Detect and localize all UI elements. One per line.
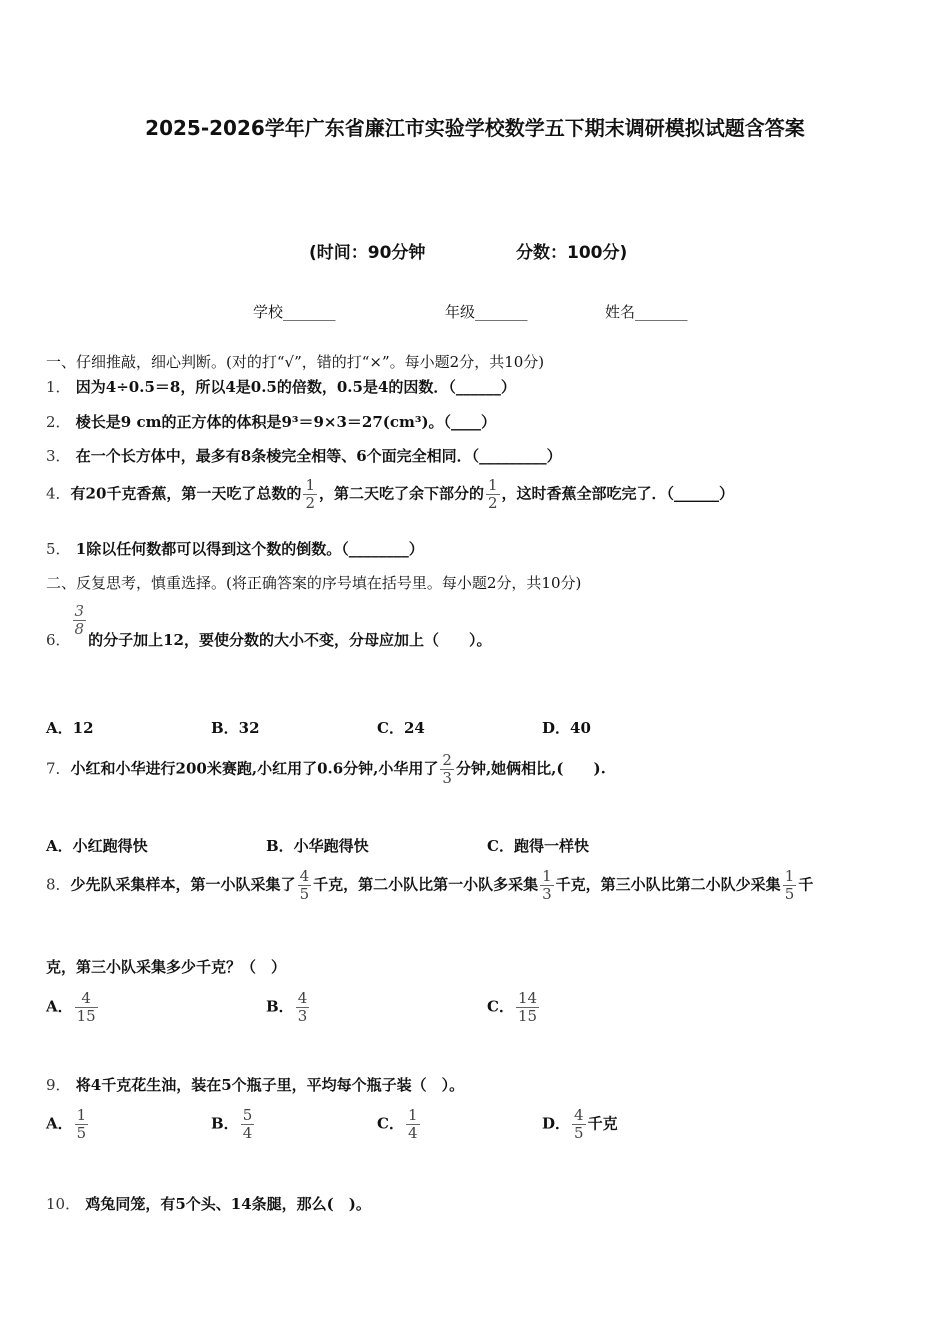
- question-text: 将4千克花生油，装在5个瓶子里，平均每个瓶子装（ ）。: [75, 1076, 465, 1094]
- question-number: 3．: [46, 447, 71, 465]
- fraction: $\frac{1}{5}$: [784, 867, 795, 903]
- question-text: ，这时香蕉全部吃完了．（______）: [501, 484, 735, 503]
- q9-option-b[interactable]: B． $\frac{5}{4}$: [211, 1106, 253, 1142]
- q8-option-a[interactable]: A． $\frac{4}{15}$: [46, 989, 96, 1025]
- question-text: 千: [798, 875, 814, 894]
- question-number: 7．: [46, 759, 71, 778]
- question-number: 8．: [46, 875, 71, 894]
- q6-option-d[interactable]: D．40: [542, 719, 591, 737]
- question-text: 鸡兔同笼，有5个头、14条腿，那么( )。: [85, 1195, 371, 1213]
- fraction: $\frac{14}{15}$: [517, 989, 538, 1025]
- q9-option-c[interactable]: C． $\frac{1}{4}$: [377, 1106, 418, 1142]
- name-field: 姓名_______: [605, 303, 688, 321]
- question-number: 2．: [46, 413, 71, 431]
- question-6: [46, 602, 492, 649]
- question-text: 的分子加上12，要使分数的大小不变，分母应加上（ ）。: [88, 631, 492, 649]
- q8-option-b[interactable]: B． $\frac{4}{3}$: [266, 989, 308, 1025]
- q6-option-a[interactable]: A．12: [46, 719, 94, 737]
- exam-score: 分数：100分): [516, 243, 628, 263]
- q9-option-d[interactable]: D． $\frac{4}{5}$ 千克: [542, 1106, 618, 1142]
- fraction: $\frac{1}{2}$: [305, 476, 315, 512]
- page-title: 2025-2026学年广东省廉江市实验学校数学五下期末调研模拟试题含答案: [145, 116, 805, 140]
- section-2-heading: 二、反复思考，慎重选择。(将正确答案的序号填在括号里。每小题2分，共10分): [46, 574, 582, 592]
- fraction: $\frac{4}{3}$: [297, 989, 308, 1025]
- q8-option-c[interactable]: C． $\frac{14}{15}$: [487, 989, 538, 1025]
- q7-option-b[interactable]: B．小华跑得快: [266, 837, 369, 855]
- fraction: $\frac{4}{5}$: [299, 867, 310, 903]
- question-number: 9．: [46, 1076, 71, 1094]
- question-number: 6．: [46, 631, 71, 649]
- q7-option-a[interactable]: A．小红跑得快: [46, 837, 148, 855]
- fraction: $\frac{1}{3}$: [542, 867, 552, 903]
- question-8-line-2: 克，第三小队采集多少千克？（ ）: [46, 958, 287, 976]
- question-text: 少先队采集样本，第一小队采集了: [70, 875, 296, 894]
- fraction: $\frac{5}{4}$: [242, 1106, 253, 1142]
- school-field: 学校_______: [253, 303, 336, 321]
- question-number: 10．: [46, 1195, 81, 1213]
- q6-option-c[interactable]: C．24: [377, 719, 425, 737]
- question-5: [46, 538, 424, 559]
- question-text: 有20千克香蕉，第一天吃了总数的: [70, 484, 302, 503]
- q6-option-b[interactable]: B．32: [211, 719, 260, 737]
- question-number: 1．: [46, 378, 71, 396]
- fraction-small: $\frac{3}{8}$: [74, 602, 85, 638]
- question-number: 5．: [46, 540, 71, 558]
- question-text: 1除以任何数都可以得到这个数的倒数。（________）: [75, 540, 424, 558]
- q7-option-c[interactable]: C．跑得一样快: [487, 837, 589, 855]
- question-2: [46, 411, 496, 432]
- grade-field: 年级_______: [445, 303, 528, 321]
- fraction: $\frac{4}{5}$: [574, 1106, 584, 1142]
- question-10: [46, 1193, 371, 1214]
- question-number: 4．: [46, 484, 71, 503]
- question-7: [46, 752, 606, 787]
- question-text: 棱长是9 cm的正方体的体积是9³＝9×3＝27(cm³)。（____）: [75, 413, 497, 431]
- question-3: [46, 445, 562, 466]
- q9-option-a[interactable]: A． $\frac{1}{5}$: [46, 1106, 87, 1142]
- question-4: [46, 477, 734, 512]
- question-text: 千克，第三小队比第二小队少采集: [555, 875, 781, 894]
- fraction: $\frac{2}{3}$: [442, 751, 452, 787]
- exam-time: (时间：90分钟: [309, 243, 426, 263]
- question-text: ，第二天吃了余下部分的: [318, 484, 484, 503]
- question-text: 在一个长方体中，最多有8条棱完全相等、6个面完全相同．（_________）: [75, 447, 562, 465]
- question-9: [46, 1074, 464, 1095]
- section-1-heading: 一、仔细推敲，细心判断。(对的打“√”，错的打“×”。每小题2分，共10分): [46, 353, 545, 371]
- fraction: $\frac{1}{4}$: [407, 1106, 418, 1142]
- question-text: 因为4÷0.5＝8，所以4是0.5的倍数，0.5是4的因数．（______）: [75, 378, 516, 396]
- question-text: 小红和小华进行200米赛跑,小红用了0.6分钟,小华用了: [70, 759, 439, 778]
- fraction: $\frac{4}{15}$: [76, 989, 96, 1025]
- fraction: $\frac{1}{5}$: [76, 1106, 87, 1142]
- question-1: [46, 376, 516, 397]
- question-text: 千克，第二小队比第一小队多采集: [313, 875, 539, 894]
- fraction: $\frac{1}{2}$: [488, 476, 498, 512]
- question-8: [46, 868, 813, 903]
- question-text: 分钟,她俩相比,( ).: [455, 759, 606, 778]
